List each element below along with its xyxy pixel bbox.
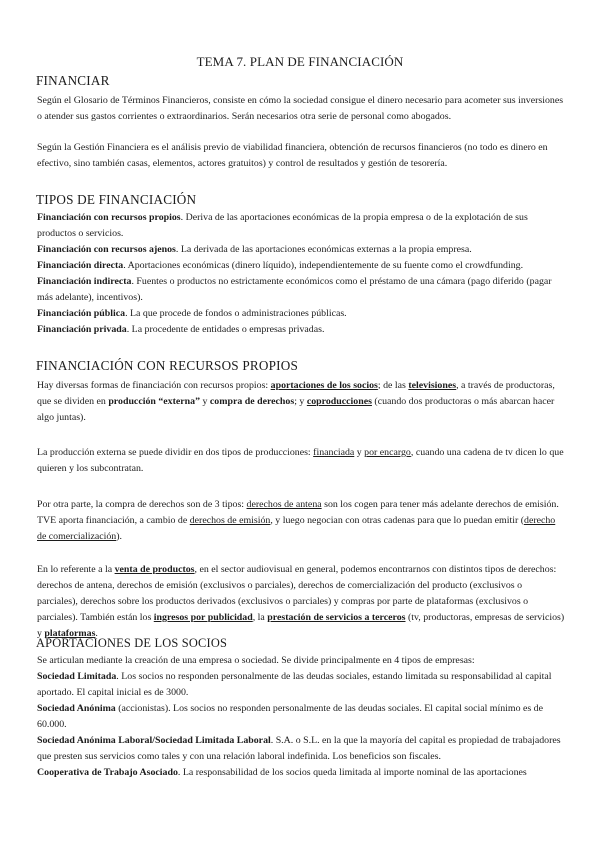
paragraph-propios-1: Hay diversas formas de financiación con recursos propios: aportaciones de los socios; de las televisiones, a través de productoras, que se dividen en producción “externa” y compra de derechos; y coproducciones (cuando dos productoras o más abarcan hacer algo juntas).	[37, 380, 555, 423]
link-prestacion-servicios[interactable]: prestación de servicios a terceros	[267, 612, 406, 623]
paragraph-propios-4: En lo referente a la venta de productos, en el sector audiovisual en general, podemos encontrarnos con distintos tipos de derechos: derechos de antena, derechos de emisión (exclusivos o parciales), derechos de comercialización del producto (exclusivos o parciales), derechos sobre los productos derivados (exclusivos o parciales) y compras por parte de plataformas (exclusivos o parciales). También están los ingresos por publicidad, la prestación de servicios a terceros (tv, productoras, empresas de servicios) y plataformas.	[37, 564, 565, 639]
term: Financiación privada	[37, 324, 127, 335]
link-derechos-emision[interactable]: derechos de emisión	[189, 515, 271, 526]
definition: . Aportaciones económicas (dinero líquido), independientemente de su fuente como el crowdfunding.	[123, 260, 524, 271]
paragraph-propios-2: La producción externa se puede dividir en dos tipos de producciones: financiada y por encargo, cuando una cadena de tv dicen lo que quieren y los subcontratan.	[37, 447, 564, 474]
term: Financiación con recursos propios	[37, 212, 181, 223]
link-financiada[interactable]: financiada	[313, 447, 355, 458]
term: Sociedad Anónima	[37, 703, 116, 714]
link-ingresos-publicidad[interactable]: ingresos por publicidad	[153, 612, 253, 623]
term: Financiación directa	[37, 260, 124, 271]
link-plataformas[interactable]: plataformas	[44, 628, 96, 639]
definition: . Fuentes o productos no estrictamente económicos como el préstamo de una cámara (pago diferido (pagar más adelante), incentivos).	[37, 276, 552, 303]
link-por-encargo[interactable]: por encargo	[364, 447, 411, 458]
definition: . La procedente de entidades o empresas privadas.	[126, 324, 325, 335]
list-item	[37, 306, 565, 322]
definition: . La responsabilidad de los socios queda limitada al importe nominal de las aportaciones	[177, 767, 527, 778]
term: compra de derechos	[209, 396, 295, 407]
term: Sociedad Limitada	[37, 671, 117, 682]
definition: . La que procede de fondos o administraciones públicas.	[125, 308, 347, 319]
link-aportaciones-socios[interactable]: aportaciones de los socios	[270, 380, 378, 391]
list-item	[37, 669, 565, 701]
list-item	[37, 258, 565, 274]
term: Sociedad Anónima Laboral/Sociedad Limitada Laboral	[37, 735, 271, 746]
section-heading-propios: FINANCIACIÓN CON RECURSOS PROPIOS	[36, 358, 298, 373]
term: Financiación indirecta	[37, 276, 132, 287]
definition: . S.A. o S.L. en la que la mayoría del capital es propiedad de trabajadores que presten sus servicios como tales y con una relación laboral indefinida. Los beneficios son fiscales.	[37, 735, 561, 762]
paragraph-financiar-2: Según la Gestión Financiera es el análisis previo de viabilidad financiera, obtención de recursos financieros (no todo es dinero en efectivo, sino también casas, elementos, actores gratuitos) y control de resultados y gestión de tesorería.	[37, 142, 548, 169]
socios-intro: Se articulan mediante la creación de una empresa o sociedad. Se divide principalmente en 4 tipos de empresas:	[37, 655, 475, 666]
paragraph-propios-3: Por otra parte, la compra de derechos son de 3 tipos: derechos de antena son los cogen para tener más adelante derechos de emisión. TVE aporta financiación, a cambio de derechos de emisión, y luego negocian con otras cadenas para que lo puedan emitir (derecho de comercialización).	[37, 499, 559, 542]
section-heading-tipos: TIPOS DE FINANCIACIÓN	[36, 192, 197, 207]
link-derechos-antena[interactable]: derechos de antena	[246, 499, 322, 510]
list-item	[37, 733, 565, 765]
page-title: TEMA 7. PLAN DE FINANCIACIÓN	[196, 54, 404, 69]
list-item	[37, 242, 565, 258]
list-item	[37, 701, 565, 733]
list-item	[37, 274, 565, 306]
definition: . Deriva de las aportaciones económicas de la propia empresa o de la explotación de sus productos o servicios.	[37, 212, 528, 239]
list-item	[37, 322, 565, 338]
definition: (accionistas). Los socios no responden personalmente de las deudas sociales. El capital social mínimo es de 60.000.	[37, 703, 543, 730]
list-item	[37, 765, 565, 781]
section-heading-financiar: FINANCIAR	[36, 73, 110, 88]
link-derecho-comercializacion[interactable]: derecho de comercialización	[37, 515, 556, 542]
definition: . La derivada de las aportaciones económicas externas a la propia empresa.	[175, 244, 472, 255]
term: producción “externa”	[108, 396, 201, 407]
term: Cooperativa de Trabajo Asociado	[37, 767, 178, 778]
link-venta-productos[interactable]: venta de productos	[114, 564, 195, 575]
link-coproducciones[interactable]: coproducciones	[306, 396, 372, 407]
tipos-list	[37, 210, 565, 338]
definition: . Los socios no responden personalmente de las deudas sociales, estando limitada su responsabilidad al capital aportado. El capital inicial es de 3000.	[37, 671, 552, 698]
section-heading-socios: APORTACIONES DE LOS SOCIOS	[36, 636, 228, 650]
term: Financiación pública	[37, 308, 126, 319]
link-televisiones[interactable]: televisiones	[408, 380, 457, 391]
list-item	[37, 210, 565, 242]
socios-list	[37, 653, 565, 781]
term: Financiación con recursos ajenos	[37, 244, 176, 255]
paragraph-financiar-1: Según el Glosario de Términos Financieros, consiste en cómo la sociedad consigue el dinero necesario para acometer sus inversiones o atender sus gastos corrientes o extraordinarios. Serán necesarios otra serie de personal como abogados.	[37, 95, 564, 122]
